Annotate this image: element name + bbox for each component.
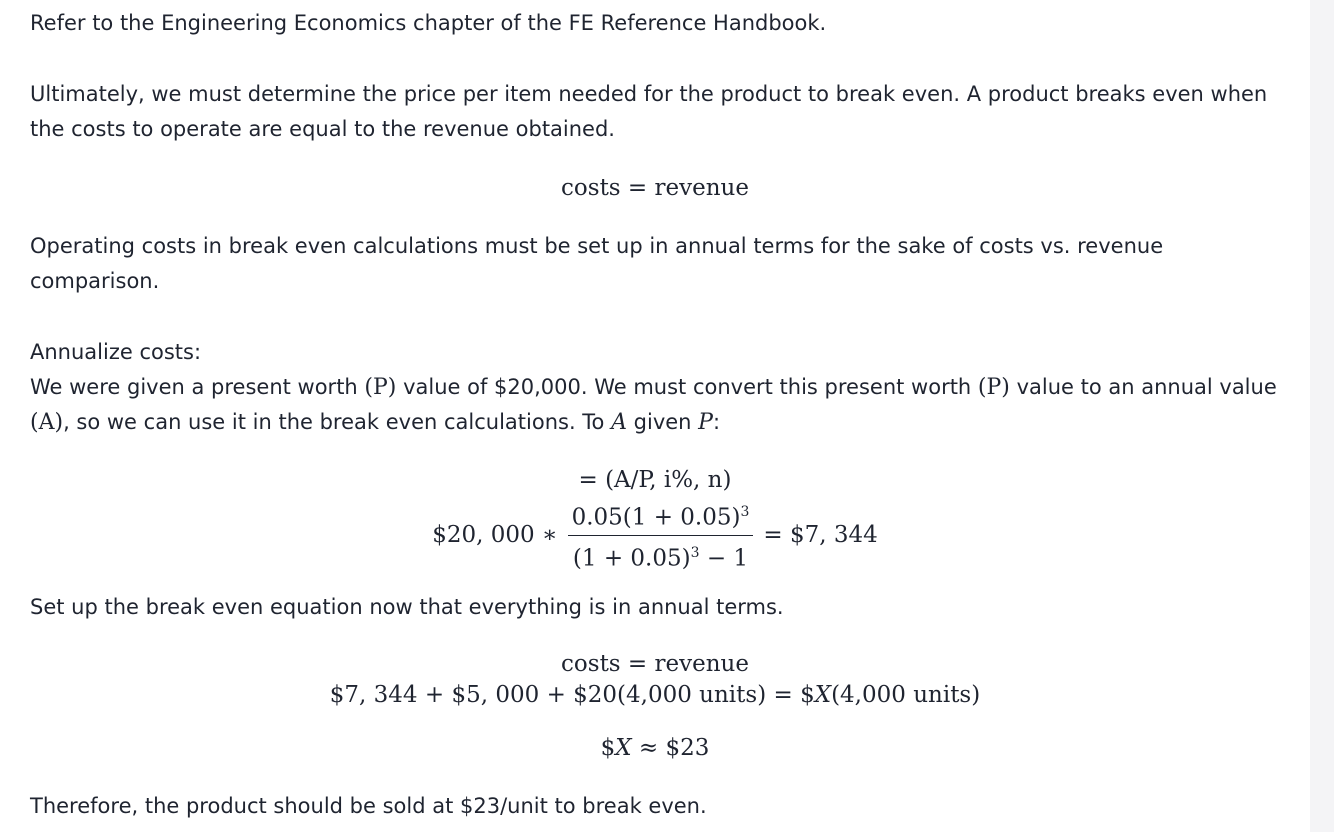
break-even-lhs: $7, 344 + $5, 000 + $20(4,000 units) = $ [329,682,815,708]
annualize-text-part: given [626,410,699,434]
math-var-p: P [698,410,713,435]
math-var-x: X [814,682,832,708]
break-even-paragraph: Ultimately, we must determine the price per item needed for the product to break even. A product breaks even when the costs to operate are equal to the revenue obtained. [30,82,1268,141]
denominator-text: − 1 [699,545,749,572]
intro-text: Refer to the Engineering Economics chapter of the FE Reference Handbook. [30,11,827,35]
math-var-a: A [611,410,627,435]
fraction-numerator [568,498,754,535]
equation-result [0,731,1310,765]
equation-costs-revenue: costs = revenue [561,175,749,201]
break-even-rhs: (4,000 units) [831,682,981,708]
equation-annual-lhs: $20, 000 ∗ [432,522,558,548]
setup-paragraph: Set up the break even equation now that everything is in annual terms. [30,595,784,619]
math-var-p: (P) [977,375,1010,400]
result-prefix: $ [600,735,616,761]
math-var-x: X [615,735,632,761]
denominator-exponent: 3 [690,544,700,561]
equation-break-even [0,678,1310,712]
annualize-paragraph [30,370,1280,440]
numerator-text: 0.05(1 + 0.05) [571,504,741,531]
equation-annual-value [0,500,1310,570]
result-rhs: ≈ $23 [631,735,710,761]
math-var-p: (P) [364,375,397,400]
annualize-text-part: value of $20,000. We must convert this present worth [396,375,978,399]
fraction [568,498,754,572]
scrollbar-track[interactable] [1310,0,1334,832]
annualize-text-part: , so we can use it in the break even calculations. To [63,410,612,434]
operating-costs-paragraph: Operating costs in break even calculations must be set up in annual terms for the sake of costs vs. revenue comparison. [30,234,1164,293]
annualize-text-part: : [712,410,721,434]
annualize-text-part: value to an annual value [1009,375,1277,399]
equation-costs-revenue-2: costs = revenue [561,651,749,677]
annualize-text-part: We were given a present worth [30,375,365,399]
annualize-heading: Annualize costs: [30,340,202,364]
fraction-denominator [569,536,752,573]
equation-annual-rhs: = $7, 344 [763,522,878,548]
denominator-text: (1 + 0.05) [572,545,691,572]
conclusion-text: Therefore, the product should be sold at $23/unit to break even. [30,794,707,818]
math-var-a: (A) [30,410,64,435]
equation-factor: = (A/P, i%, n) [578,467,732,493]
numerator-exponent: 3 [740,503,750,520]
